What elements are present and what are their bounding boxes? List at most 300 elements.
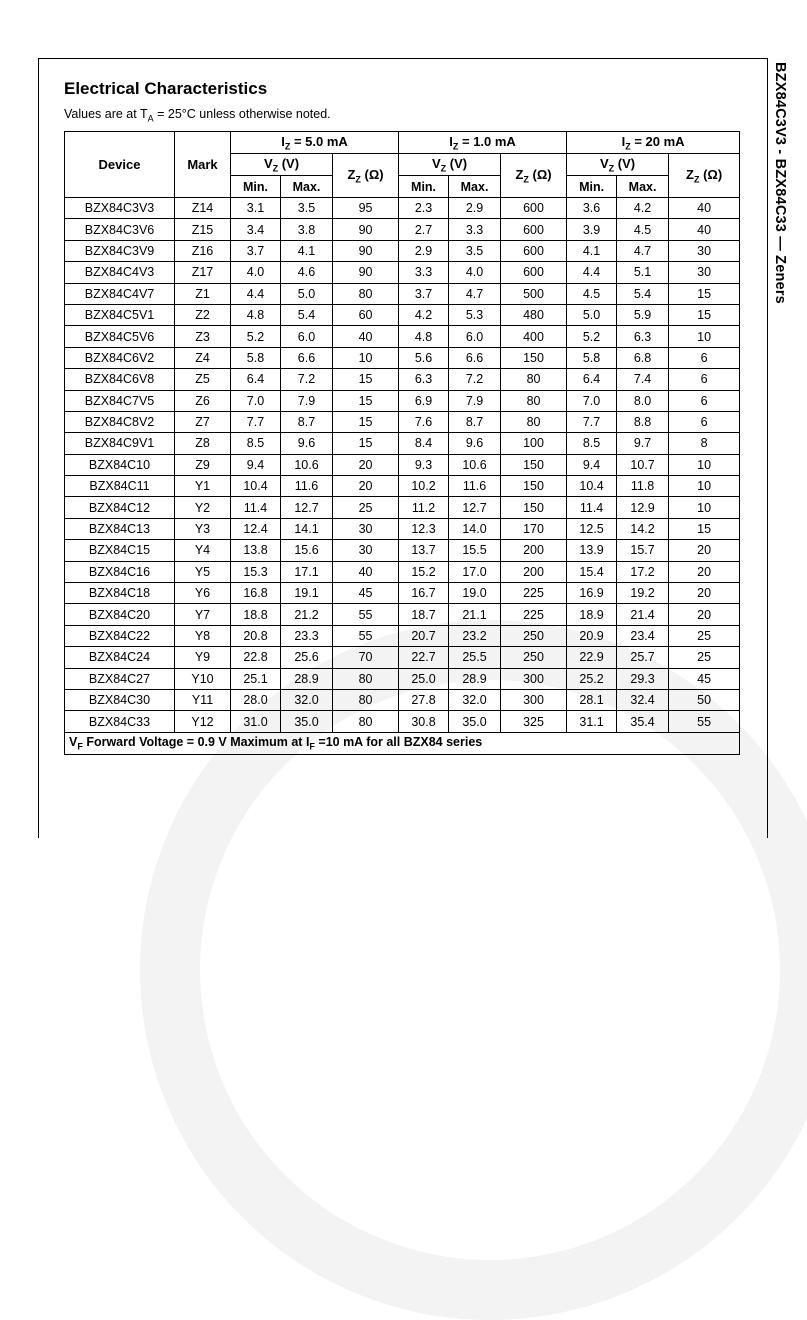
cell-zz-1ma: 150 <box>501 497 567 518</box>
table-row <box>65 583 740 604</box>
cell-vz-max-5ma: 25.6 <box>281 647 333 668</box>
cell-vz-min-5ma: 5.8 <box>231 347 281 368</box>
cell-vz-max-5ma: 17.1 <box>281 561 333 582</box>
cell-vz-max-20ma: 21.4 <box>617 604 669 625</box>
cell-vz-min-1ma: 4.8 <box>399 326 449 347</box>
cell-vz-max-5ma: 12.7 <box>281 497 333 518</box>
cell-mark: Y2 <box>175 497 231 518</box>
cell-vz-max-5ma: 35.0 <box>281 711 333 732</box>
cell-mark: Y8 <box>175 625 231 646</box>
cell-vz-min-20ma: 7.7 <box>567 411 617 432</box>
cell-vz-min-5ma: 7.0 <box>231 390 281 411</box>
cell-device: BZX84C5V1 <box>65 304 175 325</box>
cell-vz-max-5ma: 9.6 <box>281 433 333 454</box>
cell-vz-min-20ma: 4.1 <box>567 240 617 261</box>
cell-mark: Y5 <box>175 561 231 582</box>
max-header: Max. <box>281 176 333 198</box>
cell-vz-max-20ma: 14.2 <box>617 518 669 539</box>
table-row <box>65 711 740 732</box>
group-header-5ma <box>231 132 399 154</box>
cell-vz-min-1ma: 18.7 <box>399 604 449 625</box>
cell-vz-min-1ma: 15.2 <box>399 561 449 582</box>
cell-vz-max-20ma: 12.9 <box>617 497 669 518</box>
cell-vz-max-20ma: 4.7 <box>617 240 669 261</box>
cell-zz-20ma: 6 <box>669 411 740 432</box>
cell-zz-5ma: 80 <box>333 711 399 732</box>
cell-mark: Y10 <box>175 668 231 689</box>
cell-vz-min-1ma: 7.6 <box>399 411 449 432</box>
table-row <box>65 304 740 325</box>
cell-zz-5ma: 45 <box>333 583 399 604</box>
cell-device: BZX84C24 <box>65 647 175 668</box>
cell-zz-20ma: 45 <box>669 668 740 689</box>
iz-sub: Z <box>625 141 631 152</box>
cell-zz-5ma: 80 <box>333 689 399 710</box>
cell-vz-max-20ma: 35.4 <box>617 711 669 732</box>
cell-vz-max-5ma: 3.8 <box>281 219 333 240</box>
cell-vz-max-20ma: 5.4 <box>617 283 669 304</box>
min-header: Min. <box>567 176 617 198</box>
cell-zz-1ma: 250 <box>501 647 567 668</box>
cell-device: BZX84C3V9 <box>65 240 175 261</box>
cell-vz-min-1ma: 6.3 <box>399 369 449 390</box>
cell-zz-5ma: 40 <box>333 326 399 347</box>
cell-vz-min-20ma: 3.6 <box>567 198 617 219</box>
table-row <box>65 689 740 710</box>
cell-vz-max-1ma: 3.5 <box>449 240 501 261</box>
cell-zz-1ma: 480 <box>501 304 567 325</box>
cell-vz-max-1ma: 4.7 <box>449 283 501 304</box>
cell-zz-5ma: 25 <box>333 497 399 518</box>
cell-vz-min-20ma: 5.0 <box>567 304 617 325</box>
cell-vz-max-20ma: 29.3 <box>617 668 669 689</box>
zz-sub: Z <box>355 174 361 185</box>
cell-zz-20ma: 40 <box>669 198 740 219</box>
cell-mark: Z15 <box>175 219 231 240</box>
cell-vz-max-5ma: 5.4 <box>281 304 333 325</box>
cell-zz-20ma: 10 <box>669 497 740 518</box>
cell-zz-1ma: 200 <box>501 561 567 582</box>
cell-zz-1ma: 225 <box>501 583 567 604</box>
cell-zz-20ma: 10 <box>669 326 740 347</box>
cell-vz-max-5ma: 7.9 <box>281 390 333 411</box>
iz-value: = 1.0 mA <box>458 133 516 149</box>
cell-vz-min-1ma: 12.3 <box>399 518 449 539</box>
cell-zz-5ma: 15 <box>333 390 399 411</box>
cell-zz-5ma: 80 <box>333 283 399 304</box>
iz-symbol: I <box>449 133 453 149</box>
zz-symbol: Z <box>347 166 356 182</box>
cell-vz-max-20ma: 5.9 <box>617 304 669 325</box>
group-header-1ma <box>399 132 567 154</box>
cell-vz-max-20ma: 17.2 <box>617 561 669 582</box>
cell-vz-min-5ma: 7.7 <box>231 411 281 432</box>
cell-vz-min-5ma: 20.8 <box>231 625 281 646</box>
cell-device: BZX84C20 <box>65 604 175 625</box>
table-row <box>65 369 740 390</box>
forward-voltage-note <box>65 732 740 754</box>
cell-vz-min-5ma: 4.0 <box>231 262 281 283</box>
cell-device: BZX84C11 <box>65 476 175 497</box>
cell-zz-5ma: 90 <box>333 219 399 240</box>
table-row <box>65 540 740 561</box>
cell-vz-min-5ma: 8.5 <box>231 433 281 454</box>
table-row <box>65 390 740 411</box>
cell-device: BZX84C10 <box>65 454 175 475</box>
cell-zz-5ma: 30 <box>333 518 399 539</box>
cell-vz-min-5ma: 3.7 <box>231 240 281 261</box>
cell-zz-1ma: 325 <box>501 711 567 732</box>
cell-zz-5ma: 20 <box>333 476 399 497</box>
cell-vz-min-20ma: 31.1 <box>567 711 617 732</box>
cell-vz-min-20ma: 4.5 <box>567 283 617 304</box>
note-prefix: Values are at T <box>64 107 148 121</box>
cell-vz-min-20ma: 18.9 <box>567 604 617 625</box>
cell-vz-max-20ma: 9.7 <box>617 433 669 454</box>
cell-vz-min-5ma: 31.0 <box>231 711 281 732</box>
cell-mark: Z16 <box>175 240 231 261</box>
cell-device: BZX84C27 <box>65 668 175 689</box>
cell-zz-20ma: 15 <box>669 304 740 325</box>
cell-vz-max-1ma: 7.2 <box>449 369 501 390</box>
cell-mark: Y11 <box>175 689 231 710</box>
cell-mark: Z8 <box>175 433 231 454</box>
cell-vz-min-20ma: 8.5 <box>567 433 617 454</box>
cell-zz-1ma: 600 <box>501 219 567 240</box>
cell-vz-max-5ma: 7.2 <box>281 369 333 390</box>
cell-vz-min-1ma: 22.7 <box>399 647 449 668</box>
cell-vz-min-5ma: 3.4 <box>231 219 281 240</box>
cell-zz-20ma: 20 <box>669 604 740 625</box>
cell-zz-20ma: 25 <box>669 625 740 646</box>
cell-vz-max-1ma: 4.0 <box>449 262 501 283</box>
cell-vz-max-1ma: 3.3 <box>449 219 501 240</box>
cell-device: BZX84C18 <box>65 583 175 604</box>
cell-vz-min-1ma: 11.2 <box>399 497 449 518</box>
cell-zz-1ma: 300 <box>501 668 567 689</box>
cell-zz-20ma: 20 <box>669 561 740 582</box>
cell-vz-min-5ma: 9.4 <box>231 454 281 475</box>
vf-symbol: V <box>69 735 78 750</box>
cell-zz-20ma: 50 <box>669 689 740 710</box>
cell-mark: Z6 <box>175 390 231 411</box>
cell-zz-1ma: 150 <box>501 454 567 475</box>
zz-unit: (Ω) <box>699 166 723 182</box>
vz-unit: (V) <box>614 155 636 171</box>
cell-device: BZX84C3V3 <box>65 198 175 219</box>
conditions-note <box>64 107 331 124</box>
cell-zz-5ma: 30 <box>333 540 399 561</box>
cell-zz-1ma: 170 <box>501 518 567 539</box>
cell-vz-min-20ma: 12.5 <box>567 518 617 539</box>
cell-zz-5ma: 20 <box>333 454 399 475</box>
table-row <box>65 326 740 347</box>
cell-zz-5ma: 90 <box>333 240 399 261</box>
electrical-characteristics-table <box>64 131 740 755</box>
cell-vz-min-1ma: 2.7 <box>399 219 449 240</box>
vz-unit: (V) <box>278 155 300 171</box>
zz-header <box>501 154 567 198</box>
cell-vz-max-5ma: 6.0 <box>281 326 333 347</box>
footer-text-2: =10 mA for all BZX84 series <box>314 735 483 750</box>
cell-device: BZX84C3V6 <box>65 219 175 240</box>
cell-vz-max-5ma: 6.6 <box>281 347 333 368</box>
cell-zz-20ma: 25 <box>669 647 740 668</box>
cell-zz-20ma: 40 <box>669 219 740 240</box>
cell-vz-max-20ma: 7.4 <box>617 369 669 390</box>
table-row <box>65 454 740 475</box>
cell-vz-max-1ma: 32.0 <box>449 689 501 710</box>
cell-mark: Y3 <box>175 518 231 539</box>
cell-vz-max-5ma: 11.6 <box>281 476 333 497</box>
cell-vz-min-1ma: 5.6 <box>399 347 449 368</box>
cell-vz-max-1ma: 9.6 <box>449 433 501 454</box>
cell-mark: Z3 <box>175 326 231 347</box>
table-row <box>65 433 740 454</box>
cell-zz-1ma: 80 <box>501 411 567 432</box>
cell-vz-min-5ma: 4.8 <box>231 304 281 325</box>
cell-zz-5ma: 40 <box>333 561 399 582</box>
cell-vz-min-20ma: 3.9 <box>567 219 617 240</box>
cell-vz-max-5ma: 19.1 <box>281 583 333 604</box>
cell-vz-min-1ma: 27.8 <box>399 689 449 710</box>
cell-vz-max-1ma: 28.9 <box>449 668 501 689</box>
cell-mark: Z14 <box>175 198 231 219</box>
cell-zz-5ma: 60 <box>333 304 399 325</box>
cell-zz-1ma: 600 <box>501 198 567 219</box>
cell-vz-max-20ma: 6.8 <box>617 347 669 368</box>
table-row <box>65 518 740 539</box>
cell-mark: Y12 <box>175 711 231 732</box>
max-header: Max. <box>449 176 501 198</box>
table-row <box>65 561 740 582</box>
cell-vz-min-20ma: 16.9 <box>567 583 617 604</box>
cell-device: BZX84C7V5 <box>65 390 175 411</box>
cell-vz-min-1ma: 20.7 <box>399 625 449 646</box>
cell-vz-min-1ma: 2.9 <box>399 240 449 261</box>
cell-vz-min-20ma: 7.0 <box>567 390 617 411</box>
cell-vz-min-5ma: 28.0 <box>231 689 281 710</box>
iz-value: = 5.0 mA <box>290 133 348 149</box>
cell-mark: Z5 <box>175 369 231 390</box>
cell-zz-20ma: 20 <box>669 540 740 561</box>
cell-zz-5ma: 15 <box>333 433 399 454</box>
cell-vz-max-5ma: 3.5 <box>281 198 333 219</box>
cell-zz-1ma: 600 <box>501 240 567 261</box>
cell-vz-min-1ma: 25.0 <box>399 668 449 689</box>
cell-vz-max-1ma: 23.2 <box>449 625 501 646</box>
vz-symbol: V <box>600 155 609 171</box>
cell-zz-1ma: 500 <box>501 283 567 304</box>
cell-zz-5ma: 15 <box>333 369 399 390</box>
cell-vz-max-1ma: 2.9 <box>449 198 501 219</box>
cell-zz-20ma: 55 <box>669 711 740 732</box>
cell-vz-max-5ma: 8.7 <box>281 411 333 432</box>
cell-device: BZX84C15 <box>65 540 175 561</box>
cell-device: BZX84C22 <box>65 625 175 646</box>
table-row <box>65 497 740 518</box>
cell-vz-min-5ma: 3.1 <box>231 198 281 219</box>
cell-zz-20ma: 10 <box>669 454 740 475</box>
cell-vz-min-5ma: 5.2 <box>231 326 281 347</box>
iz-symbol: I <box>281 133 285 149</box>
cell-zz-20ma: 8 <box>669 433 740 454</box>
cell-vz-max-20ma: 8.8 <box>617 411 669 432</box>
cell-vz-max-20ma: 5.1 <box>617 262 669 283</box>
cell-vz-min-20ma: 5.8 <box>567 347 617 368</box>
cell-vz-min-20ma: 22.9 <box>567 647 617 668</box>
cell-vz-max-5ma: 23.3 <box>281 625 333 646</box>
device-header: Device <box>65 132 175 198</box>
cell-vz-max-20ma: 4.2 <box>617 198 669 219</box>
group-header-20ma <box>567 132 740 154</box>
cell-zz-1ma: 200 <box>501 540 567 561</box>
cell-zz-1ma: 100 <box>501 433 567 454</box>
cell-vz-max-1ma: 10.6 <box>449 454 501 475</box>
cell-zz-20ma: 30 <box>669 262 740 283</box>
vz-sub: Z <box>440 163 447 174</box>
cell-vz-max-1ma: 15.5 <box>449 540 501 561</box>
zz-sub: Z <box>693 174 700 185</box>
cell-vz-max-1ma: 7.9 <box>449 390 501 411</box>
cell-vz-max-1ma: 12.7 <box>449 497 501 518</box>
cell-zz-1ma: 80 <box>501 369 567 390</box>
zz-header <box>669 154 740 198</box>
cell-zz-1ma: 300 <box>501 689 567 710</box>
cell-vz-min-1ma: 6.9 <box>399 390 449 411</box>
table-body <box>65 198 740 733</box>
cell-vz-max-1ma: 35.0 <box>449 711 501 732</box>
cell-vz-max-5ma: 15.6 <box>281 540 333 561</box>
cell-vz-max-1ma: 25.5 <box>449 647 501 668</box>
cell-mark: Z17 <box>175 262 231 283</box>
iz-value: = 20 mA <box>630 133 685 149</box>
cell-zz-5ma: 70 <box>333 647 399 668</box>
cell-device: BZX84C6V2 <box>65 347 175 368</box>
cell-vz-min-1ma: 4.2 <box>399 304 449 325</box>
table-row <box>65 283 740 304</box>
cell-vz-min-1ma: 8.4 <box>399 433 449 454</box>
cell-vz-min-1ma: 2.3 <box>399 198 449 219</box>
vz-sub: Z <box>272 163 279 174</box>
cell-zz-5ma: 95 <box>333 198 399 219</box>
cell-vz-min-5ma: 12.4 <box>231 518 281 539</box>
table-row <box>65 347 740 368</box>
cell-vz-min-5ma: 15.3 <box>231 561 281 582</box>
cell-vz-max-1ma: 21.1 <box>449 604 501 625</box>
cell-vz-min-20ma: 9.4 <box>567 454 617 475</box>
cell-zz-5ma: 10 <box>333 347 399 368</box>
cell-vz-max-1ma: 19.0 <box>449 583 501 604</box>
vz-sub: Z <box>608 163 615 174</box>
cell-vz-max-1ma: 6.0 <box>449 326 501 347</box>
cell-zz-20ma: 10 <box>669 476 740 497</box>
vz-unit: (V) <box>446 155 468 171</box>
cell-mark: Z7 <box>175 411 231 432</box>
cell-zz-1ma: 250 <box>501 625 567 646</box>
cell-vz-max-20ma: 15.7 <box>617 540 669 561</box>
cell-vz-max-1ma: 6.6 <box>449 347 501 368</box>
cell-vz-min-5ma: 4.4 <box>231 283 281 304</box>
cell-mark: Y9 <box>175 647 231 668</box>
zz-header <box>333 154 399 198</box>
cell-vz-max-20ma: 23.4 <box>617 625 669 646</box>
cell-vz-min-5ma: 22.8 <box>231 647 281 668</box>
zz-sub: Z <box>523 174 529 185</box>
cell-vz-min-5ma: 18.8 <box>231 604 281 625</box>
vz-symbol: V <box>431 155 441 171</box>
cell-zz-5ma: 15 <box>333 411 399 432</box>
cell-vz-min-20ma: 11.4 <box>567 497 617 518</box>
zz-symbol: Z <box>515 166 524 182</box>
cell-vz-max-20ma: 10.7 <box>617 454 669 475</box>
cell-vz-max-5ma: 4.6 <box>281 262 333 283</box>
note-sub: A <box>147 113 154 124</box>
vf-sub: F <box>77 741 83 752</box>
cell-zz-5ma: 55 <box>333 604 399 625</box>
cell-vz-max-20ma: 6.3 <box>617 326 669 347</box>
cell-mark: Y7 <box>175 604 231 625</box>
cell-vz-min-20ma: 6.4 <box>567 369 617 390</box>
cell-device: BZX84C16 <box>65 561 175 582</box>
cell-device: BZX84C8V2 <box>65 411 175 432</box>
table-row <box>65 625 740 646</box>
cell-vz-max-20ma: 11.8 <box>617 476 669 497</box>
cell-vz-max-5ma: 10.6 <box>281 454 333 475</box>
cell-vz-min-20ma: 28.1 <box>567 689 617 710</box>
cell-zz-20ma: 15 <box>669 283 740 304</box>
iz-sub: Z <box>284 141 291 152</box>
cell-vz-min-1ma: 9.3 <box>399 454 449 475</box>
cell-device: BZX84C12 <box>65 497 175 518</box>
cell-vz-min-1ma: 13.7 <box>399 540 449 561</box>
cell-zz-20ma: 20 <box>669 583 740 604</box>
cell-zz-1ma: 400 <box>501 326 567 347</box>
cell-vz-min-5ma: 13.8 <box>231 540 281 561</box>
note-suffix: = 25°C unless otherwise noted. <box>153 107 331 121</box>
cell-zz-5ma: 80 <box>333 668 399 689</box>
cell-zz-20ma: 6 <box>669 369 740 390</box>
cell-mark: Z2 <box>175 304 231 325</box>
vz-header <box>567 154 669 176</box>
iz-sub: Z <box>452 141 459 152</box>
cell-device: BZX84C13 <box>65 518 175 539</box>
vz-symbol: V <box>263 155 273 171</box>
cell-zz-5ma: 55 <box>333 625 399 646</box>
cell-vz-max-20ma: 25.7 <box>617 647 669 668</box>
cell-vz-max-1ma: 5.3 <box>449 304 501 325</box>
if-sub: F <box>309 741 315 752</box>
cell-vz-min-20ma: 20.9 <box>567 625 617 646</box>
cell-vz-min-5ma: 11.4 <box>231 497 281 518</box>
cell-zz-20ma: 6 <box>669 390 740 411</box>
cell-device: BZX84C9V1 <box>65 433 175 454</box>
cell-vz-max-1ma: 8.7 <box>449 411 501 432</box>
table-row <box>65 604 740 625</box>
cell-vz-min-5ma: 25.1 <box>231 668 281 689</box>
cell-zz-5ma: 90 <box>333 262 399 283</box>
table-row <box>65 262 740 283</box>
zz-unit: (Ω) <box>360 166 384 182</box>
vz-header <box>231 154 333 176</box>
cell-mark: Z9 <box>175 454 231 475</box>
cell-vz-max-20ma: 8.0 <box>617 390 669 411</box>
table-row <box>65 668 740 689</box>
cell-zz-20ma: 6 <box>669 347 740 368</box>
cell-zz-1ma: 225 <box>501 604 567 625</box>
cell-mark: Y4 <box>175 540 231 561</box>
cell-mark: Z4 <box>175 347 231 368</box>
